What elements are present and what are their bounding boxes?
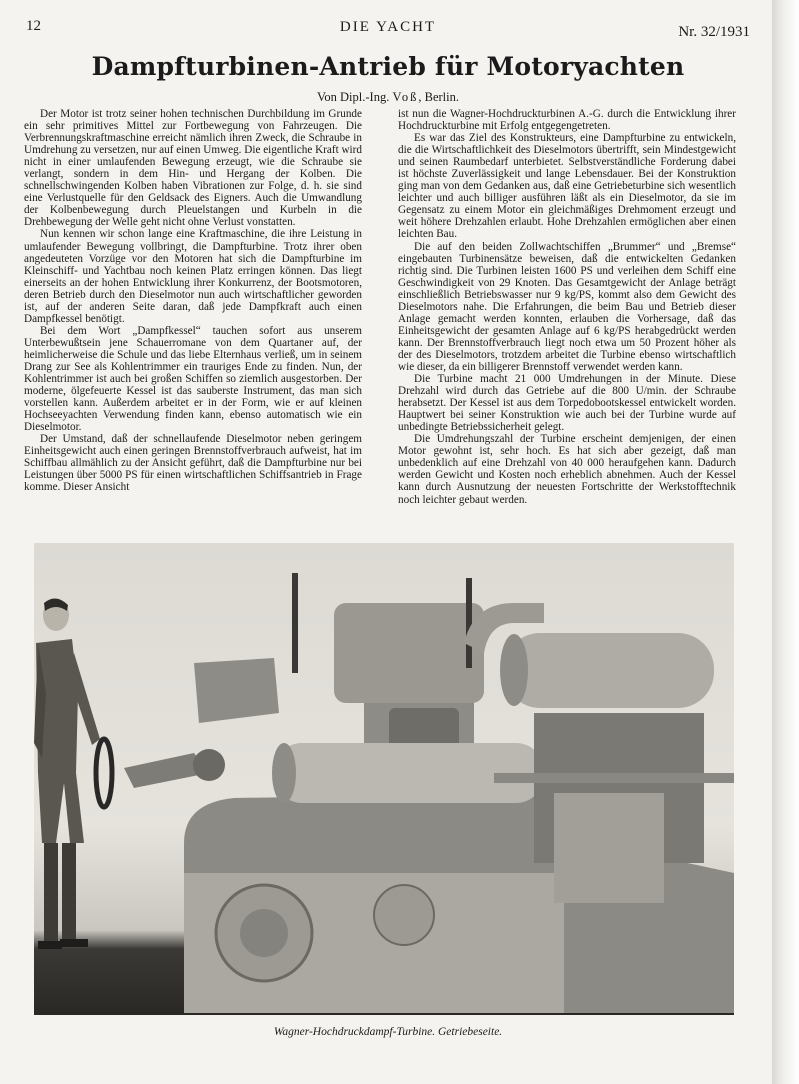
hand-wheel-icon (96, 739, 112, 807)
paragraph: Die auf den beiden Zollwachtschiffen „Brummer“ und „Bremse“ eingebauten Turbinensätze beweisen, daß die entwickelten Gedanken richtig sind. Die Turbinen leisten 1600 PS und verleihen dem Schiff eine Geschwindigkeit von 29 Knoten. Das Gesamtgewicht der Anlage beträgt einschließlich Betriebswasser nur 9 kg/PS, kommt also dem Gewicht des Dieselmotors nahe. Die Erfahrungen, die beim Bau und Betrieb dieser Anlage gemacht werden konnten, erlauben die Vorhersage, daß das Einheitsgewicht der gesamten Anlage auf 6 kg/PS herabgedrückt werden kann. Der Brennstoffverbrauch liegt noch etwa um 50 Prozent höher als der des Dieselmotors, trotzdem arbeitet die Turbine ebenso wirtschaftlich wie dieser, da ein billigerer Brennstoff verwendet werden kann. (398, 240, 736, 373)
turbine-illustration (34, 543, 734, 1015)
page-number: 12 (26, 18, 41, 34)
paragraph: Bei dem Wort „Dampfkessel“ tauchen sofort aus unserem Unterbewußtsein jene Schauerromane von dem Quartaner auf, der heimlicherweise die Schule und das liebe Elternhaus verließ, um in seinem Drang zur See als Kohlentrimmer ein trauriges Ende zu finden. Nun, der Kohlentrimmer ist auch bei großen Schiffen so ziemlich ausgestorben. Der moderne, ölgefeuerte Kessel ist das sauberste Instrument, das man sich vorstellen kann. Außerdem arbeitet er in der Form, wie er auf kleinen Hochseeyachten Verwendung finden kann, ebenso automatisch wie ein Dieselmotor. (24, 324, 362, 434)
paragraph: Der Umstand, daß der schnellaufende Dieselmotor neben geringem Einheitsgewicht auch einen geringen Brennstoffverbrauch aufweist, hat im Schiffbau allmählich zu der Ansicht geführt, daß die Dampfturbine nur bei Leistungen über 5000 PS für einen wirtschaftlichen Schiffsantrieb in Frage komme. Dieser Ansicht (24, 433, 362, 494)
paragraph: ist nun die Wagner-Hochdruckturbinen A.-G. durch die Entwicklung ihrer Hochdruckturbine mit Erfolg entgegengetreten. (398, 108, 736, 133)
article-title: Dampfturbinen-Antrieb für Motoryachten (91, 52, 685, 81)
page-header (26, 18, 750, 40)
turbine-photograph (34, 543, 734, 1015)
byline-prefix: Von Dipl.-Ing. (316, 90, 393, 104)
magazine-title: DIE YACHT (339, 19, 437, 35)
turbine-machine (124, 573, 734, 1013)
issue-number: Nr. 32/1931 (678, 24, 750, 40)
page-edge (772, 0, 799, 1084)
paragraph: Die Turbine macht 21 000 Umdrehungen in der Minute. Diese Drehzahl wird durch das Getriebe auf die 800 U/min. der Schraube herabsetzt. Der Kessel ist aus dem Torpedobootskessel entwickelt worden. Hauptwert bei seiner Konstruktion wie auch bei der Turbine wurde auf unbedingte Betriebssicherheit gelegt. (398, 373, 736, 434)
right-text-column (398, 108, 736, 528)
byline-author: Voß (392, 90, 419, 104)
paragraph: Der Motor ist trotz seiner hohen technischen Durchbildung im Grunde ein sehr primitives Mittel zur Fortbewegung von Fahrzeugen. Die Verbrennungskraftmaschine erreicht nämlich ihren Zweck, die Schraube in Umdrehung zu versetzen, nur auf einen Umweg. Die eigentliche Kraft wird nicht in einer umlaufenden Bewegung erzeugt, wie die Schraube sie verlangt, sondern in dem Hin- und Hergang der Kolben. Die schnellschwingenden Kolben haben Vibrationen zur Folge, d. h. sie sind eine Verlustquelle für den Geldsack des Eigners. Auch die Umwandlung der Kolbenbewegung durch Pleuelstangen und Kurbeln in die Drehbewegung der Welle geht nicht ohne Verlust vonstatten. (24, 108, 362, 229)
man-figure (34, 598, 100, 949)
paragraph: Nun kennen wir schon lange eine Kraftmaschine, die ihre Leistung in umlaufender Bewegung vollbringt, die Dampfturbine. Trotz ihrer oben angedeuteten Vorzüge vor den Motoren hat sich die Dampfturbine im Kleinschiff- und Yachtbau noch keinen Platz erringen können. Das liegt einerseits an der hohen Entwicklung ihrer Konkurrenz, der Bootsmotoren, deren Betrieb durch den Dieselmotor nun auch wirtschaftlicher geworden ist, auf der anderen Seite daran, daß jede Dampfkraft auch einen Dampfkessel benötigt. (24, 228, 362, 325)
paragraph: Die Umdrehungszahl der Turbine erscheint demjenigen, der einen Motor gewohnt ist, sehr hoch. Es hat sich aber gezeigt, daß man unbedenklich auf eine Drehzahl von 40 000 heraufgehen kann. Dadurch werden Gewicht und Kosten noch erheblich abnehmen. Auch der Kessel kann durch Ausnutzung der neuesten Fortschritte der Werkstofftechnik noch leichter gebaut werden. (398, 433, 736, 506)
byline-suffix: , Berlin. (418, 90, 459, 104)
left-text-column (24, 108, 362, 528)
photo-caption: Wagner-Hochdruckdampf-Turbine. Getriebeseite. (273, 1026, 503, 1038)
article-byline (26, 90, 750, 105)
paragraph: Es war das Ziel des Konstrukteurs, eine Dampfturbine zu entwickeln, die die Wirtschaftlichkeit des Dieselmotors übertrifft, sein Mindestgewicht und seinen Raumbedarf unterbietet. Selbstverständliche Forderung dabei ist höchste Zuverlässigkeit und lange Lebensdauer. Bei der Konstruktion ging man von dem Gedanken aus, daß eine Getriebeturbine sich wesentlich leichter und auch billiger ausführen läßt als ein Dieselmotor, da sie im Gegensatz zu einem Motor ein gleichmäßiges Drehmoment erzeugt und weit höhere Drehzahlen erlaubt. Hohe Drehzahlen ermöglichen aber einen leichten Bau. (398, 132, 736, 241)
